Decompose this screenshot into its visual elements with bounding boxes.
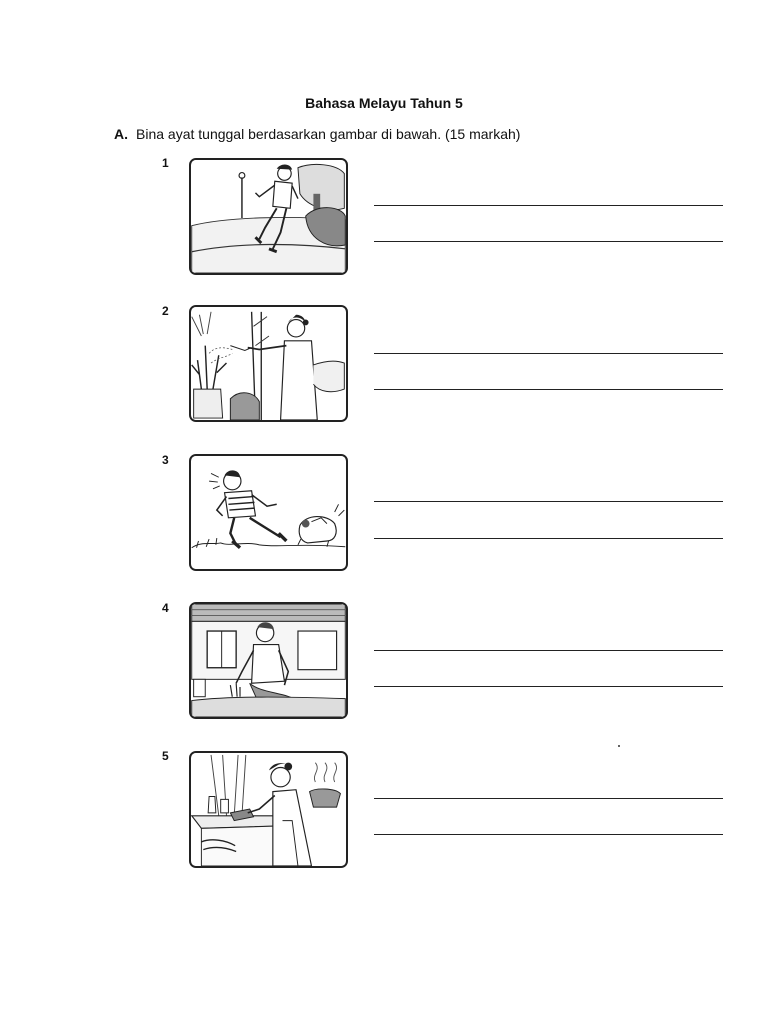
section-heading xyxy=(114,126,520,142)
question-number: 4 xyxy=(162,601,169,615)
section-instruction: Bina ayat tunggal berdasarkan gambar di bawah. (15 markah) xyxy=(136,126,521,142)
woman-cutting-vegetables-illustration xyxy=(191,753,346,866)
question-number: 1 xyxy=(162,156,169,170)
answer-line[interactable] xyxy=(374,650,723,651)
question-number: 2 xyxy=(162,304,169,318)
answer-line[interactable] xyxy=(374,686,723,687)
answer-line[interactable] xyxy=(374,798,723,799)
answer-line[interactable] xyxy=(374,241,723,242)
picture-frame xyxy=(189,751,348,868)
answer-line[interactable] xyxy=(374,353,723,354)
answer-line[interactable] xyxy=(374,205,723,206)
picture-frame xyxy=(189,602,348,719)
stray-mark xyxy=(618,745,620,747)
woman-watering-plants-illustration xyxy=(191,307,346,420)
man-gardening-illustration xyxy=(191,604,346,717)
answer-line[interactable] xyxy=(374,834,723,835)
answer-line[interactable] xyxy=(374,389,723,390)
boy-jogging-in-park-illustration xyxy=(191,160,346,273)
picture-frame xyxy=(189,305,348,422)
answer-line[interactable] xyxy=(374,501,723,502)
picture-frame xyxy=(189,158,348,275)
answer-line[interactable] xyxy=(374,538,723,539)
question-number: 3 xyxy=(162,453,169,467)
section-letter: A. xyxy=(114,126,128,142)
question-number: 5 xyxy=(162,749,169,763)
boy-running-from-dog-illustration xyxy=(191,456,346,569)
worksheet-title: Bahasa Melayu Tahun 5 xyxy=(305,95,463,111)
picture-frame xyxy=(189,454,348,571)
